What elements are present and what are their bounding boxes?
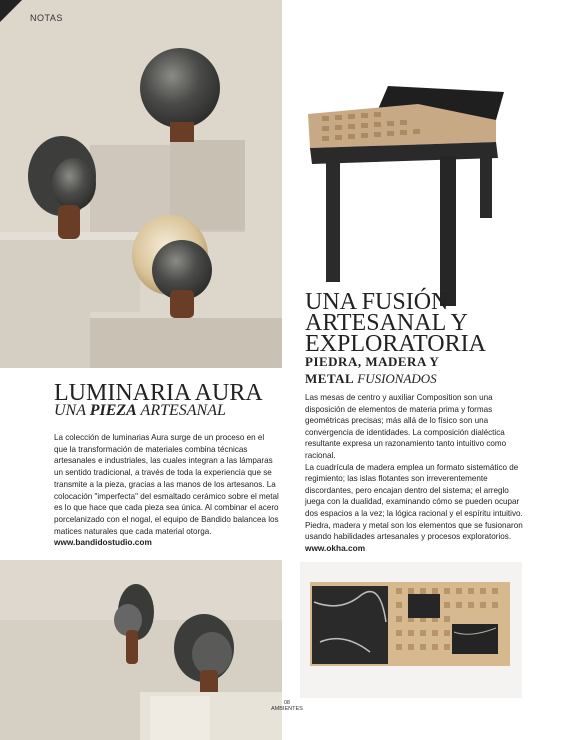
right-article-subtitle: PIEDRA, MADERA Y METAL FUSIONADOS (305, 354, 440, 386)
right-article-title: UNA FUSIÓN ARTESANAL Y EXPLORATORIA (305, 289, 486, 357)
page-folio (271, 700, 303, 712)
right-article-url[interactable]: www.okha.com (305, 542, 366, 553)
table-photo (300, 86, 526, 312)
right-paragraph-1: Las mesas de centro y auxiliar Composition son una disposición de elementos de materia prima y formas geométricas precisas; más allá de lo físico son una convergencia de identidades. La composición dialéctica resultante expresa un razonamiento tanto intuitivo como racional. (305, 393, 507, 460)
left-paragraph: La colección de luminarias Aura surge de un proceso en el que la transformación de materiales combina técnicas artesanales e industriales, las cuales integran a las lámparas un sentido tradicional, a través de toda la experiencia que se transmite a la pieza, gracias a las manos de los artesanos. La colocación "imperfecta" del esmaltado cerámico sobre el metal es lo que hace que cada pieza sea única. Al combinar el acero porcelanizado con el nogal, el equipo de Bandido balancea los matices naturales que cada material otorga. (54, 433, 279, 536)
left-article-title: LUMINARIA AURA (54, 380, 263, 406)
page-number: 08 (283, 700, 290, 706)
magazine-name: AMBIENTES (271, 706, 303, 712)
right-article-body (305, 392, 525, 554)
section-label: NOTAS (30, 13, 63, 23)
right-paragraph-2: La cuadrícula de madera emplea un formato sistemático de regimiento; las islas flotantes son irreverentemente discordantes, pero encajan dentro del sistema; el arreglo juega con la dualidad, examinando cómo se pueden ocupar dos espacios a la vez; la lógica racional y el espíritu intuitivo. Piedra, madera y metal son los elementos que se fusionaron usando habilidades artesanales y procesos exploratorios. (305, 462, 523, 542)
left-article-body (54, 432, 279, 549)
table-top-photo (300, 562, 522, 698)
section-corner-mark (0, 0, 22, 22)
lamps-photo-bottom (0, 560, 282, 740)
left-article-subtitle: UNA PIEZA ARTESANAL (54, 402, 226, 419)
lamps-photo-top (0, 0, 282, 368)
left-article-url[interactable]: www.bandidostudio.com (54, 537, 152, 548)
